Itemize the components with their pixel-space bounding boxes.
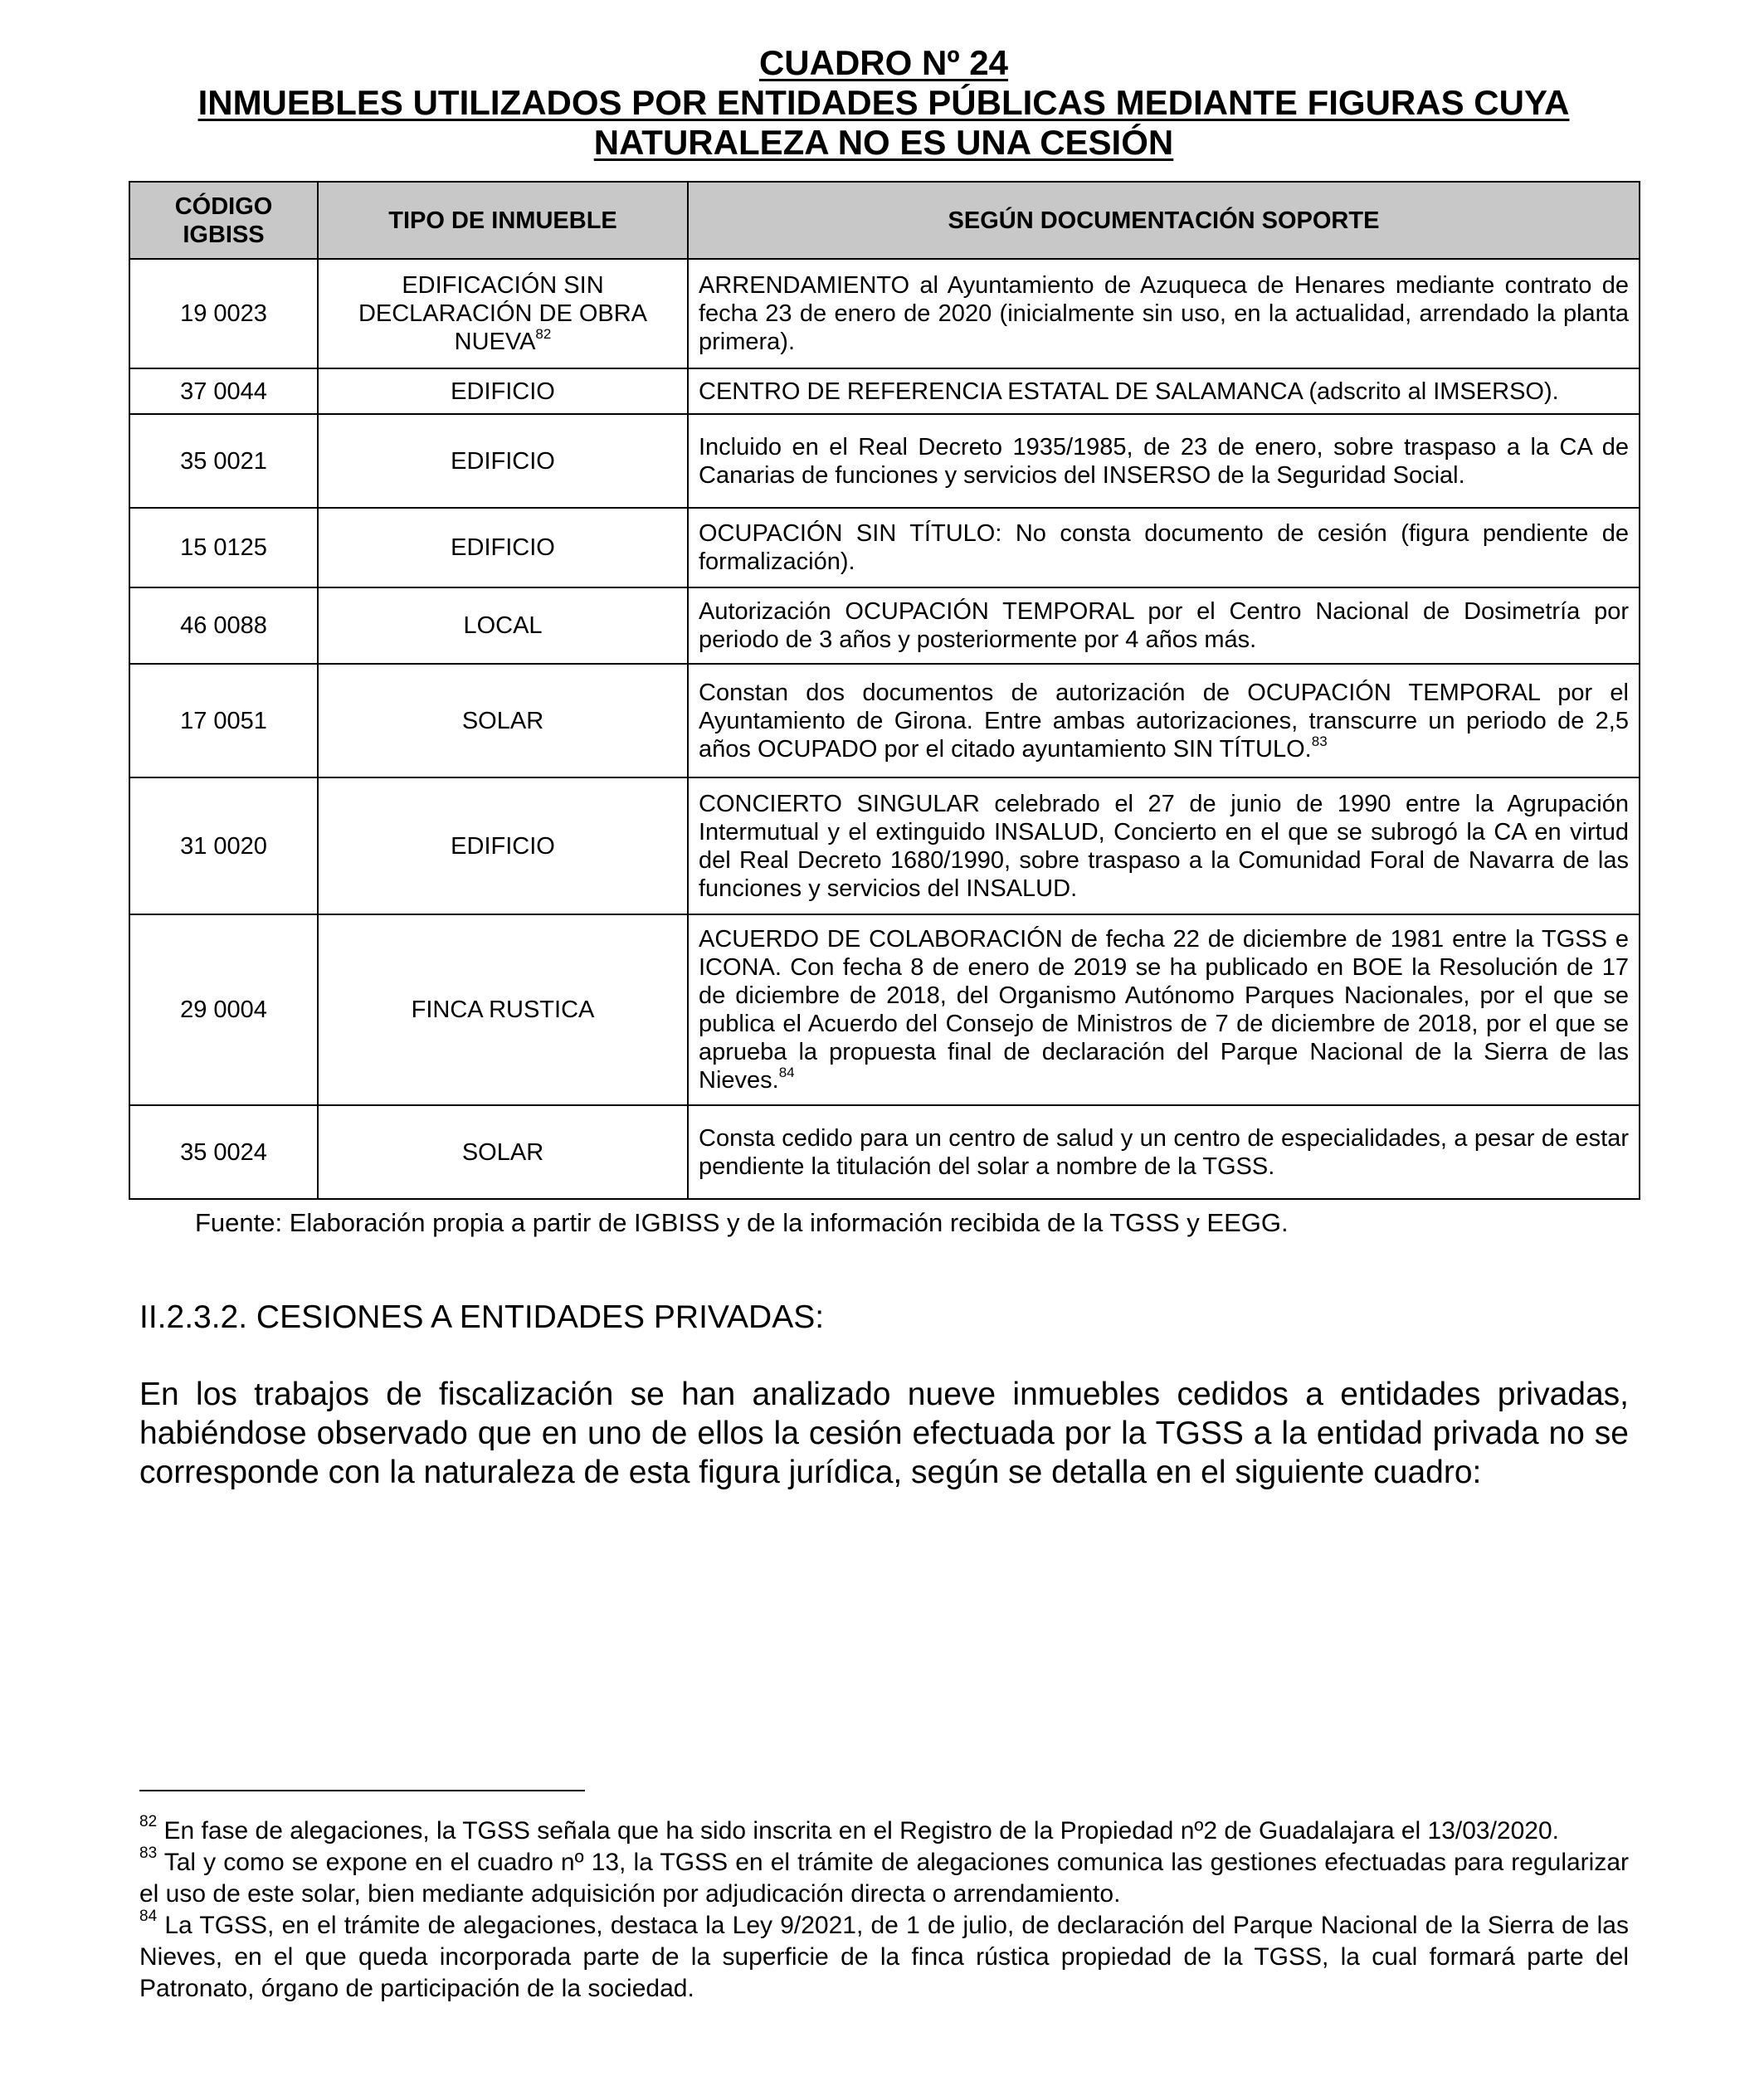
header-doc: SEGÚN DOCUMENTACIÓN SOPORTE: [688, 182, 1640, 259]
cell-doc: ARRENDAMIENTO al Ayuntamiento de Azuqueca de Henares mediante contrato de fecha 23 de enero de 2020 (inicialmente sin uso, en la actualidad, arrendado la planta primera).: [688, 259, 1640, 368]
cell-type: FINCA RUSTICA: [318, 914, 688, 1105]
cell-type: EDIFICIO: [318, 777, 688, 914]
cell-doc: Incluido en el Real Decreto 1935/1985, de 23 de enero, sobre traspaso a la CA de Canarias de funciones y servicios del INSERSO de la Seguridad Social.: [688, 414, 1640, 508]
cell-code: 19 0023: [129, 259, 318, 368]
footnote-ref: 84: [778, 1065, 795, 1081]
table-row: [129, 587, 1640, 664]
footnote-number: 83: [139, 1845, 158, 1862]
cell-type: EDIFICIO: [318, 508, 688, 587]
title-line-3: NATURALEZA NO ES UNA CESIÓN: [593, 123, 1174, 162]
table-row: [129, 664, 1640, 777]
cell-code: 35 0024: [129, 1105, 318, 1199]
table-row: [129, 914, 1640, 1105]
cell-code: 37 0044: [129, 368, 318, 414]
cell-code: 17 0051: [129, 664, 318, 777]
header-code: CÓDIGO IGBISS: [129, 182, 318, 259]
table-row: [129, 508, 1640, 587]
title-line-1: CUADRO Nº 24: [758, 43, 1009, 82]
cell-doc: Constan dos documentos de autorización de OCUPACIÓN TEMPORAL por el Ayuntamiento de Girona. Entre ambas autorizaciones, transcurre un periodo de 2,5 años OCUPADO por el citado ayuntamiento SIN TÍTULO.$^{83}$: [688, 664, 1640, 777]
cell-type: LOCAL: [318, 587, 688, 664]
title-line-2: INMUEBLES UTILIZADOS POR ENTIDADES PÚBLICAS MEDIANTE FIGURAS CUYA: [197, 83, 1570, 122]
footnote-ref: 82: [535, 326, 552, 343]
cell-code: 35 0021: [129, 414, 318, 508]
cell-code: 15 0125: [129, 508, 318, 587]
cell-type: EDIFICIO: [318, 368, 688, 414]
table-row: [129, 777, 1640, 914]
cell-doc: ACUERDO DE COLABORACIÓN de fecha 22 de diciembre de 1981 entre la TGSS e ICONA. Con fecha 8 de enero de 2019 se ha publicado en BOE la Resolución de 17 de diciembre de 2018, del Organismo Autónomo Parques Nacionales, por el que se publica el Acuerdo del Consejo de Ministros de 7 de diciembre de 2018, por el que se aprueba la propuesta final de declaración del Parque Nacional de la Sierra de las Nieves.$^{84}$: [688, 914, 1640, 1105]
cell-doc: Consta cedido para un centro de salud y un centro de especialidades, a pesar de estar pendiente la titulación del solar a nombre de la TGSS.: [688, 1105, 1640, 1199]
footnote-83: $^{83}$ Tal y como se expone en el cuadro nº 13, la TGSS en el trámite de alegaciones comunica las gestiones efectuadas para regularizar el uso de este solar, bien mediante adquisición por adjudicación directa o arrendamiento.: [139, 1845, 1629, 1908]
cell-type: SOLAR: [318, 1105, 688, 1199]
cell-doc: CENTRO DE REFERENCIA ESTATAL DE SALAMANCA (adscrito al IMSERSO).: [688, 368, 1640, 414]
cell-code: 31 0020: [129, 777, 318, 914]
table-source: Fuente: Elaboración propia a partir de IGBISS y de la información recibida de la TGSS y EEGG.: [195, 1208, 1289, 1237]
footnote-ref: 83: [1311, 733, 1328, 749]
cell-doc: Autorización OCUPACIÓN TEMPORAL por el Centro Nacional de Dosimetría por periodo de 3 años y posteriormente por 4 años más.: [688, 587, 1640, 664]
table-row: [129, 368, 1640, 414]
table-header-row: [129, 182, 1640, 259]
cell-code: 46 0088: [129, 587, 318, 664]
footnote-82: $^{82}$ En fase de alegaciones, la TGSS señala que ha sido inscrita en el Registro de la Propiedad nº2 de Guadalajara el 13/03/2020.: [139, 1813, 1560, 1845]
footnote-84: $^{84}$ La TGSS, en el trámite de alegaciones, destaca la Ley 9/2021, de 1 de julio, de declaración del Parque Nacional de la Sierra de las Nieves, en el que queda incorporada parte de la superficie de la finca rústica propiedad de la TGSS, la cual formará parte del Patronato, órgano de participación de la sociedad.: [139, 1908, 1629, 2002]
cell-type: EDIFICIO: [318, 414, 688, 508]
properties-table: [129, 181, 1640, 1200]
footnote-separator: [139, 1790, 585, 1791]
cell-type: EDIFICACIÓN SIN DECLARACIÓN DE OBRA NUEVA$^{82}$: [318, 259, 688, 368]
table-row: [129, 414, 1640, 508]
table-title: [124, 43, 1643, 163]
footnotes: [139, 1815, 1629, 2005]
footnote-number: 84: [139, 1908, 158, 1925]
cell-doc: OCUPACIÓN SIN TÍTULO: No consta documento de cesión (figura pendiente de formalización).: [688, 508, 1640, 587]
cell-type: SOLAR: [318, 664, 688, 777]
cell-doc: CONCIERTO SINGULAR celebrado el 27 de junio de 1990 entre la Agrupación Intermutual y el extinguido INSALUD, Concierto en el que se subrogó la CA en virtud del Real Decreto 1680/1990, sobre traspaso a la Comunidad Foral de Navarra de las funciones y servicios del INSALUD.: [688, 777, 1640, 914]
footnote-number: 82: [139, 1813, 158, 1830]
body-paragraph: En los trabajos de fiscalización se han analizado nueve inmuebles cedidos a entidades privadas, habiéndose observado que en uno de ellos la cesión efectuada por la TGSS a la entidad privada no se corresponde con la naturaleza de esta figura jurídica, según se detalla en el siguiente cuadro:: [139, 1377, 1629, 1490]
cell-code: 29 0004: [129, 914, 318, 1105]
table-row: [129, 1105, 1640, 1199]
section-heading: II.2.3.2. CESIONES A ENTIDADES PRIVADAS:: [139, 1299, 825, 1335]
table-row: [129, 259, 1640, 368]
header-type: TIPO DE INMUEBLE: [318, 182, 688, 259]
